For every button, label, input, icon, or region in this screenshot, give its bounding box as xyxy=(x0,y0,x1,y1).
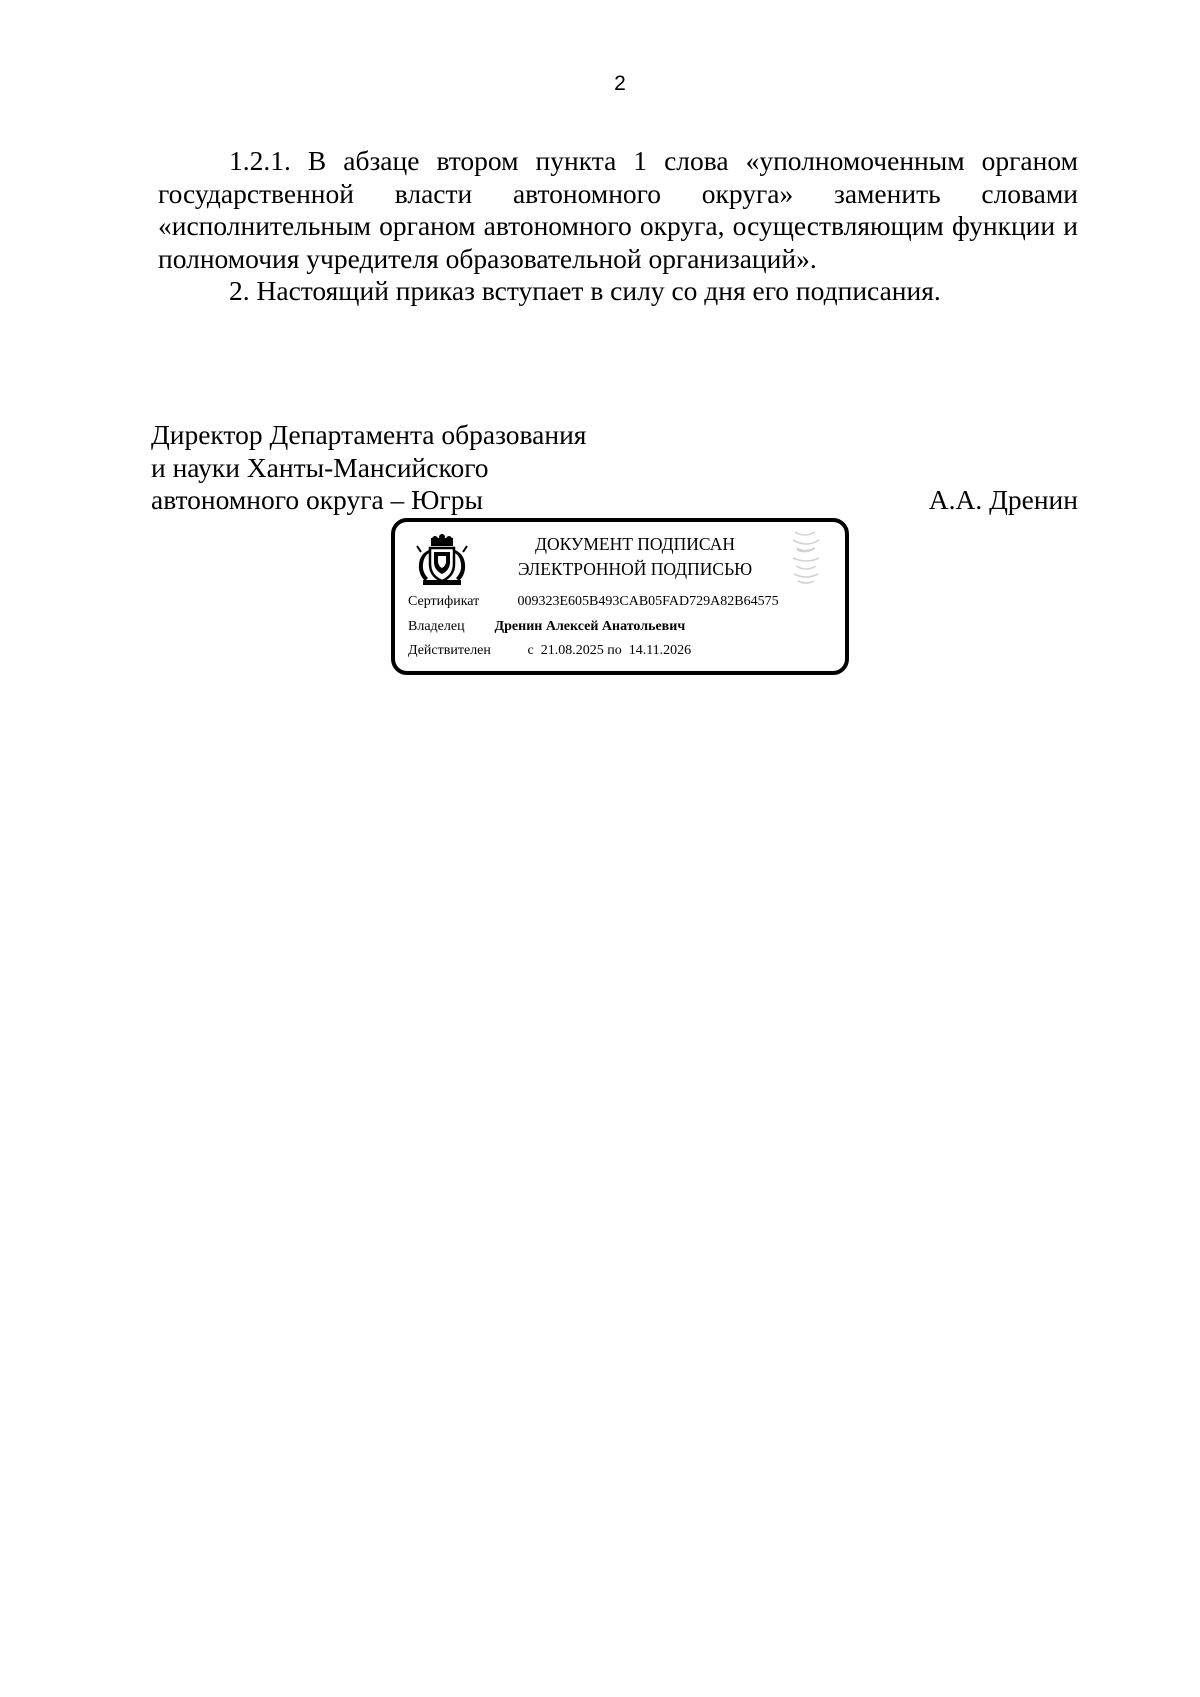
signature-block xyxy=(151,419,1078,517)
validity-label: Действителен xyxy=(408,643,491,658)
watermark-icon xyxy=(789,528,823,586)
signature-last-row xyxy=(151,484,1078,517)
certificate-value: 009323E605B493CAB05FAD729A82B64575 xyxy=(517,594,779,609)
certificate-label: Сертификат xyxy=(408,594,480,609)
paragraph-2: 2. Настоящий приказ вступает в силу со дня его подписания. xyxy=(229,275,941,306)
page-number: 2 xyxy=(614,72,626,95)
coat-of-arms-icon xyxy=(413,530,471,588)
certificate-row xyxy=(408,594,779,610)
owner-row xyxy=(408,619,685,635)
document-body xyxy=(158,145,1078,308)
owner-value: Дренин Алексей Анатольевич xyxy=(494,619,686,634)
paragraph-1-2-1: 1.2.1. В абзаце втором пункта 1 слова «уполномоченным органом государственной власти автономного округа» заменить словами «исполнительным органом автономного округа, осуществляющим функции и полномочия учредителя образовательной организаций». xyxy=(158,145,1078,274)
signatory-position-line-2: и науки Ханты-Мансийского xyxy=(151,451,489,483)
signatory-position-line-1: Директор Департамента образования xyxy=(151,419,587,450)
stamp-title-line-2: ЭЛЕКТРОННОЙ ПОДПИСЬЮ xyxy=(517,559,753,579)
electronic-signature-stamp xyxy=(391,518,849,675)
validity-row xyxy=(408,643,691,659)
stamp-title xyxy=(495,532,775,582)
stamp-title-line-1: ДОКУМЕНТ ПОДПИСАН xyxy=(535,534,735,554)
signatory-name: А.А. Дренин xyxy=(928,484,1078,515)
signatory-position-line-3: автономного округа – Югры xyxy=(151,484,483,515)
owner-label: Владелец xyxy=(408,619,465,634)
validity-value: с 21.08.2025 по 14.11.2026 xyxy=(527,643,692,658)
